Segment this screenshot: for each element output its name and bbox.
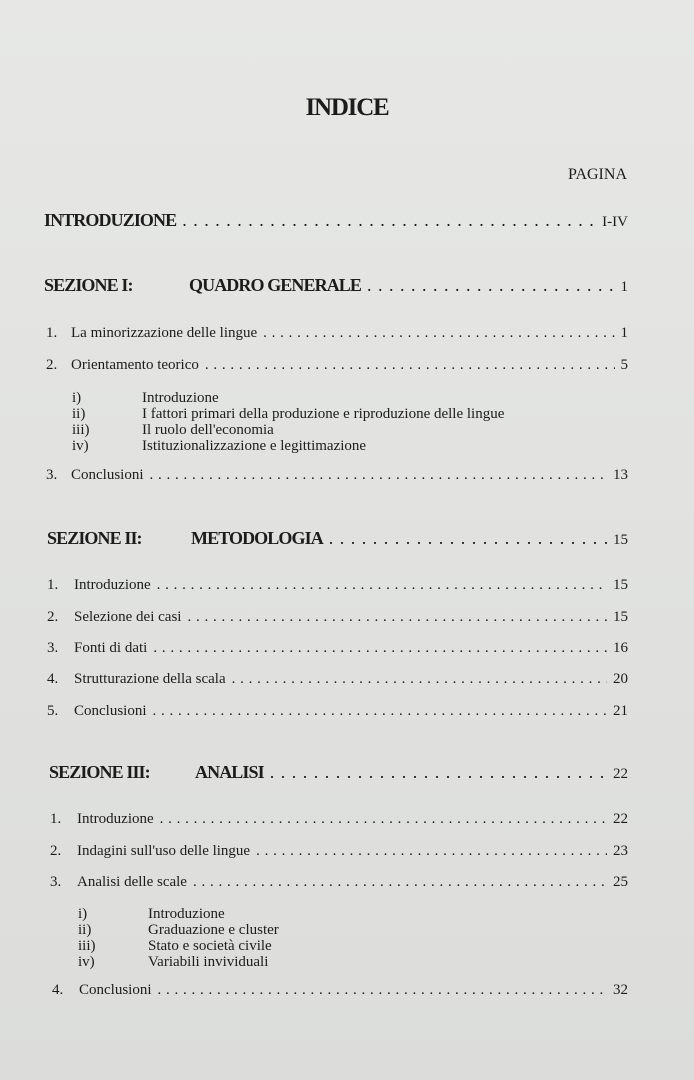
toc-section-1: [44, 275, 628, 296]
section-3-label: SEZIONE III:: [49, 762, 150, 782]
toc-subitem-label: Introduzione: [148, 906, 225, 922]
toc-subitem: [72, 438, 504, 454]
toc-item-number: 4.: [47, 671, 59, 687]
toc-item-label: Indagini sull'uso delle lingue: [77, 843, 251, 859]
dot-leader: [323, 528, 607, 549]
toc-item: [52, 982, 628, 999]
dot-leader: [199, 357, 615, 374]
toc-subitem-label: Il ruolo dell'economia: [142, 422, 274, 438]
toc-subitem: [72, 422, 504, 438]
toc-item-label: Conclusioni: [79, 982, 152, 998]
dot-leader: [226, 671, 607, 688]
dot-leader: [176, 210, 596, 231]
toc-item: [46, 325, 628, 342]
toc-subitem-label: Stato e società civile: [148, 938, 272, 954]
toc-item-page: 16: [613, 640, 628, 656]
toc-item: [47, 577, 628, 594]
section-1-title: QUADRO GENERALE: [189, 275, 362, 295]
toc-subitem-number: i): [72, 390, 82, 406]
toc-subitem-label: Introduzione: [142, 390, 219, 406]
dot-leader: [250, 843, 607, 860]
toc-item: [46, 357, 628, 374]
toc-item-number: 3.: [47, 640, 59, 656]
pagina-label: PAGINA: [568, 166, 627, 183]
toc-item-number: 1.: [50, 811, 62, 827]
dot-leader: [181, 609, 607, 626]
toc-subitem: [78, 906, 279, 922]
toc-subitem-number: iii): [78, 938, 96, 954]
toc-item-page: 15: [613, 609, 628, 625]
toc-subitem-list: [72, 390, 504, 454]
toc-item-number: 3.: [46, 467, 58, 483]
toc-item-page: 32: [613, 982, 628, 998]
toc-item: [47, 703, 628, 720]
toc-subitem: [78, 938, 279, 954]
toc-subitem-number: ii): [72, 406, 86, 422]
toc-item-page: 5: [620, 357, 628, 373]
toc-subitem-number: ii): [78, 922, 92, 938]
toc-item-label: Strutturazione della scala: [74, 671, 226, 687]
toc-item-label: Introduzione: [77, 811, 154, 827]
toc-item-page: 21: [613, 703, 628, 719]
dot-leader: [361, 275, 614, 296]
toc-subitem-number: iv): [72, 438, 89, 454]
toc-item: [50, 811, 628, 828]
toc-subitem-label: Istituzionalizzazione e legittimazione: [142, 438, 367, 454]
toc-item-label: Selezione dei casi: [74, 609, 182, 625]
toc-item: [47, 671, 628, 688]
toc-subitem-number: iv): [78, 954, 95, 970]
toc-item-number: 4.: [52, 982, 64, 998]
toc-subitem-number: i): [78, 906, 88, 922]
section-1-page: 1: [620, 279, 628, 295]
dot-leader: [144, 467, 607, 484]
toc-item-label: Orientamento teorico: [71, 357, 199, 373]
dot-leader: [147, 640, 607, 657]
toc-item-number: 2.: [47, 609, 59, 625]
toc-item-label: Conclusioni: [74, 703, 147, 719]
dot-leader: [151, 577, 607, 594]
toc-subitem-number: iii): [72, 422, 90, 438]
bleed-through-text: [200, 175, 208, 201]
dot-leader: [257, 325, 614, 342]
toc-item-number: 5.: [47, 703, 59, 719]
toc-section-2: [47, 528, 628, 549]
toc-item-page: 25: [613, 874, 628, 890]
toc-item-label: Analisi delle scale: [77, 874, 187, 890]
toc-item: [47, 609, 628, 626]
dot-leader: [187, 874, 607, 891]
page-title: INDICE: [305, 94, 389, 121]
dot-leader: [152, 982, 607, 999]
toc-item-number: 3.: [50, 874, 62, 890]
toc-item: [50, 874, 628, 891]
dot-leader: [264, 762, 607, 783]
toc-item-page: 22: [613, 811, 628, 827]
toc-item-page: 23: [613, 843, 628, 859]
toc-subitem-label: Variabili invividuali: [148, 954, 269, 970]
section-2-title: METODOLOGIA: [191, 528, 323, 548]
toc-subitem: [78, 954, 279, 970]
toc-item-label: Introduzione: [74, 577, 151, 593]
toc-introduzione-page: I-IV: [602, 214, 628, 230]
toc-subitem: [78, 922, 279, 938]
toc-introduzione: [44, 210, 628, 231]
toc-item-number: 1.: [47, 577, 59, 593]
toc-item-number: 2.: [50, 843, 62, 859]
toc-item-label: Fonti di dati: [74, 640, 148, 656]
toc-item: [47, 640, 628, 657]
section-1-label: SEZIONE I:: [44, 275, 133, 295]
toc-item-page: 1: [620, 325, 628, 341]
toc-section-3: [49, 762, 628, 783]
toc-item-page: 20: [613, 671, 628, 687]
dot-leader: [147, 703, 607, 720]
toc-item-page: 15: [613, 577, 628, 593]
toc-subitem-label: I fattori primari della produzione e riproduzione delle lingue: [142, 406, 505, 422]
toc-subitem-list: [78, 906, 279, 970]
section-3-title: ANALISI: [195, 762, 264, 782]
toc-item-number: 1.: [46, 325, 58, 341]
section-2-page: 15: [613, 532, 628, 548]
toc-introduzione-label: INTRODUZIONE: [44, 210, 177, 230]
toc-item-number: 2.: [46, 357, 58, 373]
toc-subitem: [72, 390, 504, 406]
section-2-label: SEZIONE II:: [47, 528, 142, 548]
toc-item-label: La minorizzazione delle lingue: [71, 325, 258, 341]
toc-item: [50, 843, 628, 860]
toc-item-label: Conclusioni: [71, 467, 144, 483]
toc-subitem-label: Graduazione e cluster: [148, 922, 279, 938]
toc-item: [46, 467, 628, 484]
section-3-page: 22: [613, 766, 628, 782]
toc-item-page: 13: [613, 467, 628, 483]
dot-leader: [154, 811, 607, 828]
toc-subitem: [72, 406, 504, 422]
